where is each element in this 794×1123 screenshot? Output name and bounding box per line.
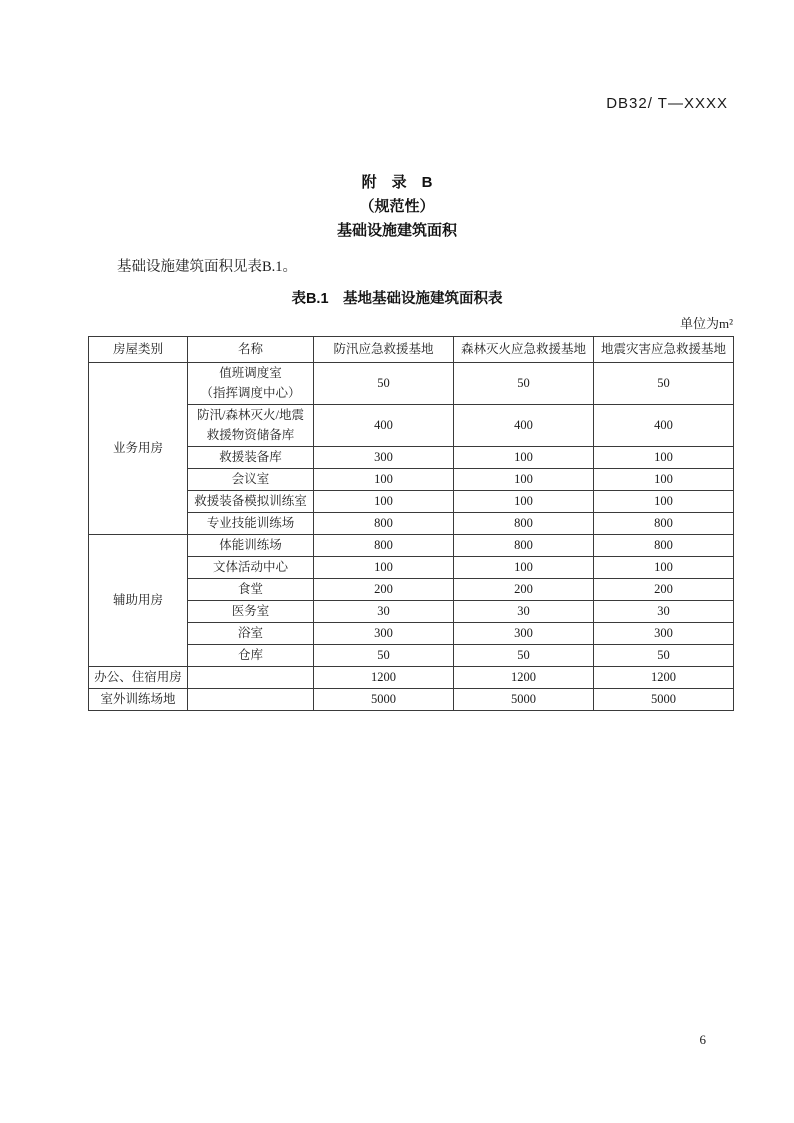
value-cell: 100 [594, 447, 734, 469]
value-cell: 300 [314, 623, 454, 645]
value-cell: 5000 [454, 689, 594, 711]
value-cell: 50 [314, 645, 454, 667]
col-header-category: 房屋类别 [89, 337, 188, 363]
unit-note: 单位为m² [679, 316, 733, 331]
table-caption-text: 基地基础设施建筑面积表 [343, 291, 503, 307]
value-cell: 800 [594, 513, 734, 535]
name-cell-empty [188, 689, 314, 711]
value-cell: 50 [454, 363, 594, 405]
name-cell: 救援装备模拟训练室 [188, 491, 314, 513]
table-header-row [89, 337, 734, 363]
value-cell: 800 [454, 513, 594, 535]
area-table [88, 336, 734, 711]
name-cell-empty [188, 667, 314, 689]
value-cell: 200 [594, 579, 734, 601]
value-cell: 800 [314, 535, 454, 557]
value-cell: 100 [594, 557, 734, 579]
doc-code: DB32/ T—XXXX [606, 95, 728, 112]
value-cell: 400 [594, 405, 734, 447]
value-cell: 1200 [314, 667, 454, 689]
name-cell: 医务室 [188, 601, 314, 623]
value-cell: 400 [314, 405, 454, 447]
value-cell: 300 [594, 623, 734, 645]
value-cell: 30 [594, 601, 734, 623]
value-cell: 50 [594, 363, 734, 405]
col-header-forest-fire-base: 森林灭火应急救援基地 [454, 337, 594, 363]
value-cell: 300 [314, 447, 454, 469]
name-cell [188, 363, 314, 405]
value-cell: 30 [454, 601, 594, 623]
category-cell: 办公、住宿用房 [89, 667, 188, 689]
name-cell [188, 405, 314, 447]
table-caption [0, 287, 794, 308]
name-cell: 浴室 [188, 623, 314, 645]
value-cell: 1200 [594, 667, 734, 689]
name-cell: 体能训练场 [188, 535, 314, 557]
table-caption-label: 表B.1 [291, 291, 329, 307]
value-cell: 200 [454, 579, 594, 601]
value-cell: 100 [454, 491, 594, 513]
category-cell: 辅助用房 [89, 535, 188, 667]
value-cell: 5000 [594, 689, 734, 711]
normative-label: （规范性） [359, 198, 435, 215]
appendix-subject: 基础设施建筑面积 [336, 222, 457, 239]
table-row [89, 689, 734, 711]
value-cell: 800 [454, 535, 594, 557]
value-cell: 200 [314, 579, 454, 601]
value-cell: 100 [594, 469, 734, 491]
name-cell: 食堂 [188, 579, 314, 601]
name-line: 防汛/森林灭火/地震 [197, 408, 304, 423]
table-row [89, 363, 734, 405]
name-cell: 专业技能训练场 [188, 513, 314, 535]
name-line: （指挥调度中心） [200, 385, 301, 400]
category-cell: 室外训练场地 [89, 689, 188, 711]
name-cell: 仓库 [188, 645, 314, 667]
value-cell: 100 [454, 557, 594, 579]
col-header-name: 名称 [188, 337, 314, 363]
name-cell: 会议室 [188, 469, 314, 491]
appendix-title-block [0, 171, 794, 243]
intro-paragraph: 基础设施建筑面积见表B.1。 [117, 259, 298, 275]
table-row [89, 535, 734, 557]
value-cell: 100 [454, 447, 594, 469]
value-cell: 30 [314, 601, 454, 623]
value-cell: 400 [454, 405, 594, 447]
value-cell: 50 [594, 645, 734, 667]
value-cell: 5000 [314, 689, 454, 711]
value-cell: 800 [594, 535, 734, 557]
value-cell: 800 [314, 513, 454, 535]
value-cell: 100 [314, 469, 454, 491]
value-cell: 100 [454, 469, 594, 491]
category-cell: 业务用房 [89, 363, 188, 535]
col-header-flood-base: 防汛应急救援基地 [314, 337, 454, 363]
name-line: 救援物资储备库 [206, 427, 295, 442]
page-number: 6 [699, 1032, 706, 1047]
name-cell: 文体活动中心 [188, 557, 314, 579]
value-cell: 50 [454, 645, 594, 667]
appendix-title: 附 录 B [361, 174, 433, 191]
table-row [89, 667, 734, 689]
col-header-earthquake-base: 地震灾害应急救援基地 [594, 337, 734, 363]
value-cell: 50 [314, 363, 454, 405]
value-cell: 100 [314, 557, 454, 579]
value-cell: 100 [314, 491, 454, 513]
name-line: 值班调度室 [219, 366, 282, 381]
value-cell: 300 [454, 623, 594, 645]
value-cell: 100 [594, 491, 734, 513]
name-cell: 救援装备库 [188, 447, 314, 469]
value-cell: 1200 [454, 667, 594, 689]
